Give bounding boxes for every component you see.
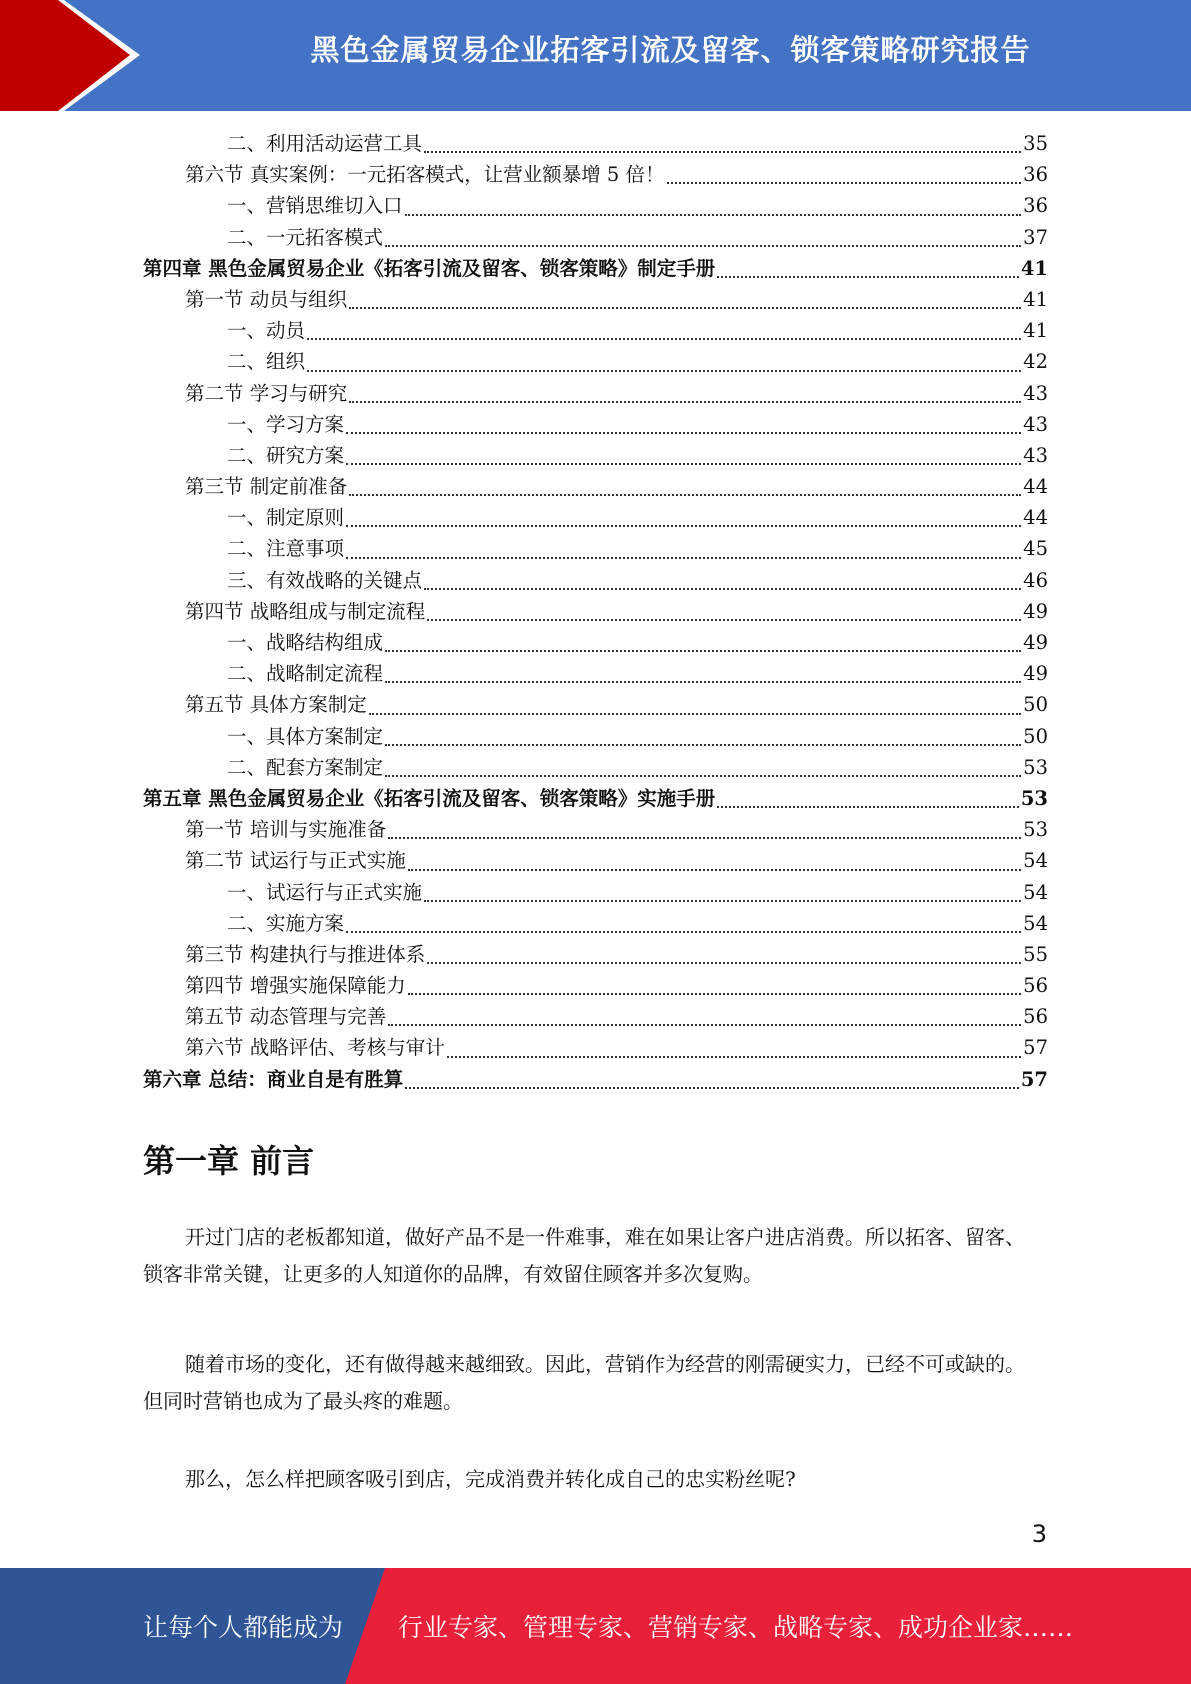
paragraph-2: 随着市场的变化，还有做得越来越细致。因此，营销作为经营的刚需硬实力，已经不可或缺的。但同时营销也成为了最头疼的难题。: [143, 1352, 1025, 1413]
toc-entry[interactable]: [143, 783, 1048, 814]
toc-entry-title: 一、营销思维切入口: [227, 194, 403, 218]
toc-entry-title: 二、一元拓客模式: [227, 225, 384, 249]
paragraph-1: 开过门店的老板都知道，做好产品不是一件难事，难在如果让客户进店消费。所以拓客、留客、锁客非常关键，让更多的人知道你的品牌，有效留住顾客并多次复购。: [143, 1225, 1025, 1286]
header-title: 黑色金属贸易企业拓客引流及留客、锁客策略研究报告: [310, 33, 1031, 67]
toc-leader-dots: [349, 307, 1021, 309]
toc-entry-title: 第一节 动员与组织: [185, 287, 348, 311]
toc-entry-title: 第六节 真实案例：一元拓客模式，让营业额暴增 5 倍！: [185, 163, 665, 187]
toc-entry[interactable]: [143, 502, 1048, 533]
toc-entry-title: 第三节 构建执行与推进体系: [185, 942, 426, 966]
toc-entry-page: 54: [1023, 849, 1048, 873]
toc-entry-title: 第二节 学习与研究: [185, 381, 348, 405]
toc-leader-dots: [346, 557, 1021, 559]
toc-entry[interactable]: [143, 596, 1048, 627]
toc-entry-page: 43: [1023, 381, 1048, 405]
toc-leader-dots: [349, 401, 1021, 403]
toc-leader-dots: [349, 494, 1021, 496]
toc-entry-page: 43: [1023, 443, 1048, 467]
toc-leader-dots: [427, 962, 1021, 964]
toc-entry[interactable]: [143, 440, 1048, 471]
toc-entry-page: 49: [1023, 631, 1048, 654]
toc-leader-dots: [717, 276, 1019, 278]
toc-entry[interactable]: [143, 565, 1048, 596]
toc-leader-dots: [385, 650, 1021, 652]
toc-entry[interactable]: [143, 658, 1048, 689]
toc-leader-dots: [408, 869, 1021, 871]
toc-leader-dots: [447, 1056, 1021, 1058]
toc-entry[interactable]: [143, 877, 1048, 908]
toc-entry[interactable]: [143, 939, 1048, 970]
toc-leader-dots: [346, 463, 1021, 465]
toc-entry-page: 50: [1023, 693, 1048, 717]
page-number: 3: [1031, 1520, 1047, 1548]
toc-entry-title: 第五章 黑色金属贸易企业《拓客引流及留客、锁客策略》实施手册: [143, 786, 716, 810]
toc-entry-title: 一、制定原则: [227, 506, 345, 530]
toc-entry[interactable]: [143, 128, 1048, 159]
toc-entry-title: 二、实施方案: [227, 911, 345, 935]
toc-leader-dots: [385, 744, 1021, 746]
toc-leader-dots: [388, 837, 1021, 839]
toc-entry-page: 53: [1023, 755, 1048, 779]
toc-entry[interactable]: [143, 471, 1048, 502]
header-arrow-graphic: [0, 0, 160, 111]
toc-entry[interactable]: [143, 908, 1048, 939]
toc-entry-title: 二、配套方案制定: [227, 755, 384, 779]
toc-entry-page: 37: [1023, 225, 1048, 249]
toc-entry[interactable]: [143, 190, 1048, 221]
toc-entry[interactable]: [143, 409, 1048, 440]
toc-entry-title: 二、战略制定流程: [227, 662, 384, 686]
toc-leader-dots: [408, 993, 1021, 995]
footer-slogan-right: 行业专家、管理专家、营销专家、战略专家、成功企业家……: [398, 1613, 1074, 1642]
toc-leader-dots: [405, 214, 1022, 216]
chapter-title: 第一章 前言: [143, 1142, 315, 1180]
toc-entry-page: 53: [1020, 786, 1048, 810]
toc-entry-page: 41: [1023, 287, 1048, 311]
toc-entry[interactable]: [143, 970, 1048, 1001]
toc-entry[interactable]: [143, 378, 1048, 409]
toc-entry-page: 44: [1023, 475, 1048, 499]
toc-leader-dots: [717, 806, 1019, 808]
toc-entry-page: 55: [1023, 942, 1048, 966]
toc-entry-title: 一、战略结构组成: [227, 631, 384, 654]
toc-leader-dots: [385, 775, 1021, 777]
toc-entry[interactable]: [143, 1064, 1048, 1095]
toc-entry-page: 56: [1023, 974, 1048, 998]
toc-leader-dots: [307, 370, 1021, 372]
toc-entry[interactable]: [143, 346, 1048, 377]
toc-entry-title: 第六节 战略评估、考核与审计: [185, 1036, 445, 1060]
toc-leader-dots: [385, 245, 1021, 247]
toc-entry-page: 41: [1020, 256, 1048, 280]
toc-entry[interactable]: [143, 315, 1048, 346]
toc-entry-page: 46: [1023, 568, 1048, 592]
page-footer: [0, 1568, 1191, 1684]
toc-leader-dots: [307, 338, 1021, 340]
toc-entry-page: 57: [1020, 1067, 1048, 1091]
toc-leader-dots: [346, 931, 1021, 933]
toc-entry[interactable]: [143, 627, 1048, 658]
toc-entry-page: 53: [1023, 818, 1048, 842]
toc-entry[interactable]: [143, 689, 1048, 720]
toc-entry-page: 56: [1023, 1005, 1048, 1029]
toc-entry-title: 第二节 试运行与正式实施: [185, 849, 406, 873]
toc-entry-title: 一、具体方案制定: [227, 724, 384, 748]
toc-entry-title: 三、有效战略的关键点: [227, 568, 423, 592]
toc-entry-title: 第五节 具体方案制定: [185, 693, 367, 717]
toc-entry-title: 二、注意事项: [227, 537, 345, 561]
toc-entry-title: 二、组织: [227, 350, 306, 374]
toc-leader-dots: [346, 432, 1021, 434]
toc-leader-dots: [405, 1087, 1019, 1089]
toc-entry[interactable]: [143, 222, 1048, 253]
toc-entry-page: 36: [1023, 163, 1048, 187]
toc-entry-title: 一、动员: [227, 319, 306, 343]
toc-entry[interactable]: [143, 1001, 1048, 1032]
toc-entry-title: 一、试运行与正式实施: [227, 880, 423, 904]
toc-entry-page: 44: [1023, 506, 1048, 530]
toc-entry-title: 第三节 制定前准备: [185, 475, 348, 499]
footer-slogan-left: 让每个人都能成为: [143, 1613, 344, 1642]
toc-entry[interactable]: [143, 1032, 1048, 1063]
toc-entry-title: 第五节 动态管理与完善: [185, 1005, 387, 1029]
toc-entry-page: 42: [1023, 350, 1048, 374]
toc-leader-dots: [385, 681, 1021, 683]
toc-entry-page: 54: [1023, 880, 1048, 904]
toc-leader-dots: [424, 588, 1021, 590]
toc-entry-title: 二、利用活动运营工具: [227, 132, 423, 155]
toc-entry[interactable]: [143, 533, 1048, 564]
paragraph-3: 那么，怎么样把顾客吸引到店，完成消费并转化成自己的忠实粉丝呢?: [185, 1467, 796, 1491]
toc-leader-dots: [369, 713, 1021, 715]
toc-entry[interactable]: [143, 814, 1048, 845]
toc-entry-title: 二、研究方案: [227, 443, 345, 467]
toc-entry[interactable]: [143, 284, 1048, 315]
toc-leader-dots: [388, 1024, 1021, 1026]
toc-entry-page: 43: [1023, 412, 1048, 436]
page-header: [0, 0, 1191, 111]
toc-entry-page: 57: [1023, 1036, 1048, 1060]
toc-entry[interactable]: [143, 253, 1048, 284]
toc-entry-title: 第四节 增强实施保障能力: [185, 974, 406, 998]
toc-entry-page: 35: [1023, 132, 1048, 155]
toc-entry[interactable]: [143, 845, 1048, 876]
toc-entry-title: 第六章 总结：商业自是有胜算: [143, 1067, 404, 1091]
toc-leader-dots: [427, 619, 1021, 621]
toc-entry[interactable]: [143, 721, 1048, 752]
toc-entry-page: 36: [1023, 194, 1048, 218]
toc-entry-title: 第一节 培训与实施准备: [185, 818, 387, 842]
table-of-contents: [143, 128, 1048, 1095]
toc-entry-page: 50: [1023, 724, 1048, 748]
toc-entry-title: 一、学习方案: [227, 412, 345, 436]
toc-leader-dots: [667, 182, 1022, 184]
toc-entry-title: 第四章 黑色金属贸易企业《拓客引流及留客、锁客策略》制定手册: [143, 256, 716, 280]
toc-leader-dots: [424, 900, 1021, 902]
toc-entry[interactable]: [143, 752, 1048, 783]
toc-entry-page: 49: [1023, 662, 1048, 686]
toc-entry-page: 45: [1023, 537, 1048, 561]
toc-entry-page: 54: [1023, 911, 1048, 935]
toc-entry-title: 第四节 战略组成与制定流程: [185, 599, 426, 623]
toc-entry[interactable]: [143, 159, 1048, 190]
toc-entry-page: 49: [1023, 599, 1048, 623]
toc-leader-dots: [346, 525, 1021, 527]
toc-entry-page: 41: [1023, 319, 1048, 343]
toc-leader-dots: [424, 151, 1021, 153]
